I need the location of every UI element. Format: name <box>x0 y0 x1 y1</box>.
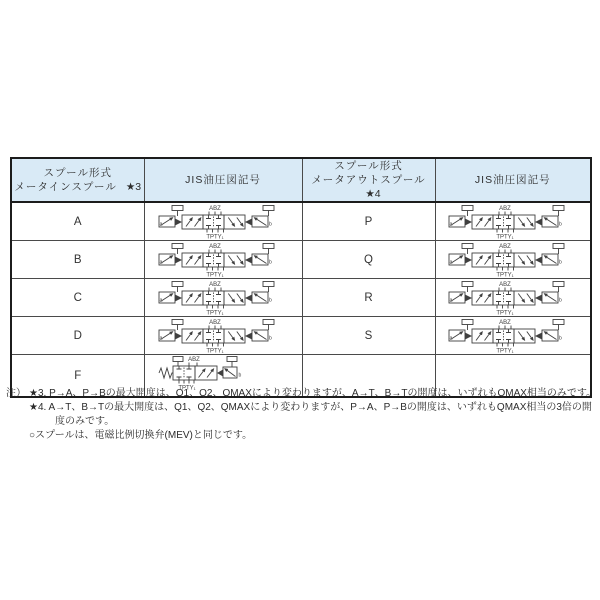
star4-mark: ★4 <box>365 188 381 200</box>
note-spool <box>29 429 597 443</box>
jis-symbol-left <box>144 279 302 317</box>
note-text: A→T、B→Tの最大開度は、Q1、Q2、QMAXにより変わりますが、P→A、P→Bの開度は、いずれもQMAX相当の3倍の開度のみです。 <box>48 402 592 427</box>
spool-code-right: S <box>302 317 435 355</box>
jis-symbol-right <box>435 241 591 279</box>
note-marker: ★3. <box>29 388 47 399</box>
spool-code-right: P <box>302 202 435 241</box>
jis-symbol-left <box>144 317 302 355</box>
note-text: P→A、P→Bの最大開度は、Q1、Q2、QMAXにより変わりますが、A→T、B→Tの開度は、いずれもQMAX相当のみです。 <box>49 388 597 399</box>
header-line1: スプール形式 <box>334 160 403 172</box>
spool-code-right: Q <box>302 241 435 279</box>
jis-symbol-right <box>435 279 591 317</box>
spool-symbol-table <box>10 157 592 398</box>
header-jis-symbol-right: JIS油圧図記号 <box>435 158 591 202</box>
header-row <box>11 158 591 202</box>
jis-symbol-left <box>144 202 302 241</box>
header-jis-symbol-left: JIS油圧図記号 <box>144 158 302 202</box>
header-spool-meter-out <box>302 158 435 202</box>
header-line2: メータアウトスプール★4 <box>311 174 426 200</box>
spool-code-left: D <box>11 317 144 355</box>
note-marker: ○ <box>29 430 36 441</box>
table-row-c <box>11 279 591 317</box>
spool-code-right: R <box>302 279 435 317</box>
header-line2: メータインスプール ★3 <box>14 181 142 193</box>
note-text: スプールは、電磁比例切換弁(MEV)と同じです。 <box>35 430 253 441</box>
jis-symbol-right <box>435 317 591 355</box>
spool-code-left: B <box>11 241 144 279</box>
note-prefix: 注） <box>6 388 26 399</box>
note-star3 <box>29 387 597 401</box>
header-line1: スプール形式 <box>43 167 112 179</box>
spool-code-left: C <box>11 279 144 317</box>
spool-code-left: F <box>11 355 144 398</box>
header-spool-meter-in <box>11 158 144 202</box>
table-row-a <box>11 202 591 241</box>
spool-code-left: A <box>11 202 144 241</box>
table-row-b <box>11 241 591 279</box>
table-row-d <box>11 317 591 355</box>
jis-symbol-right <box>435 202 591 241</box>
note-star4 <box>29 401 597 429</box>
footnotes <box>6 387 597 443</box>
note-marker: ★4. <box>29 402 47 413</box>
star3-mark: ★3 <box>125 181 142 193</box>
jis-symbol-left <box>144 241 302 279</box>
